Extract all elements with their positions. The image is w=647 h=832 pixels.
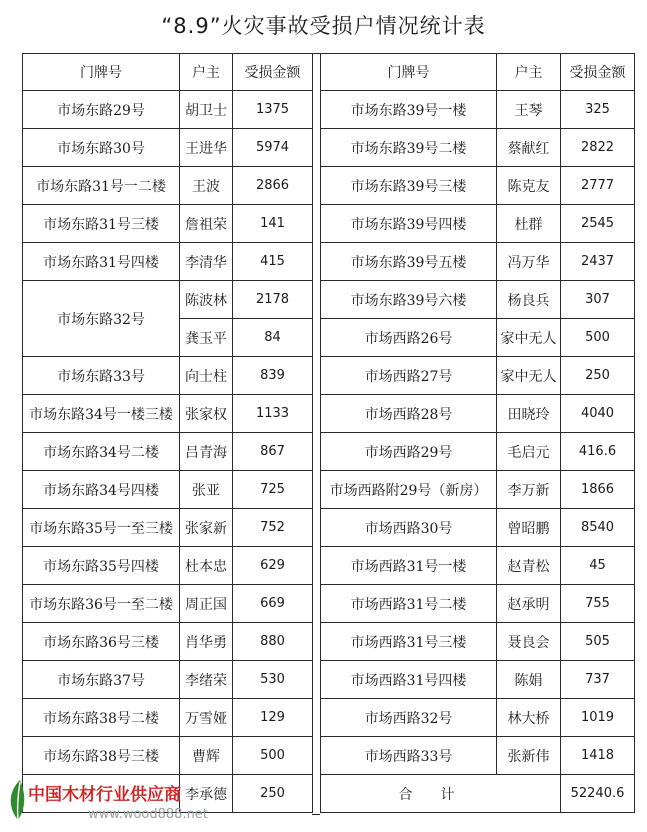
address-cell: 市场东路36号三楼 <box>23 623 180 661</box>
owner-cell: 冯万华 <box>497 243 561 281</box>
amount-cell: 2866 <box>233 167 313 205</box>
table-row <box>321 357 635 395</box>
owner-cell: 曾昭鹏 <box>497 509 561 547</box>
table-row <box>23 547 313 585</box>
amount-cell: 1418 <box>561 737 635 775</box>
table-row <box>321 737 635 775</box>
amount-cell: 505 <box>561 623 635 661</box>
address-cell: 市场东路31号四楼 <box>23 243 180 281</box>
amount-cell: 5974 <box>233 129 313 167</box>
owner-cell: 王进华 <box>180 129 233 167</box>
owner-cell: 周正国 <box>180 585 233 623</box>
leaf-logo-icon <box>6 778 30 822</box>
amount-cell: 629 <box>233 547 313 585</box>
address-cell: 市场东路31号一二楼 <box>23 167 180 205</box>
table-row <box>321 547 635 585</box>
amount-cell: 1375 <box>233 91 313 129</box>
amount-cell: 669 <box>233 585 313 623</box>
owner-cell: 向士柱 <box>180 357 233 395</box>
address-cell: 市场西路33号 <box>321 737 497 775</box>
column-header-owner: 户主 <box>180 54 233 91</box>
watermark-site-name: 中国木材行业供应商 <box>28 785 181 805</box>
address-cell: 市场西路32号 <box>321 699 497 737</box>
table-row <box>321 699 635 737</box>
address-cell: 市场西路27号 <box>321 357 497 395</box>
table-row <box>321 167 635 205</box>
address-cell: 市场西路29号 <box>321 433 497 471</box>
address-cell: 市场东路39号一楼 <box>321 91 497 129</box>
address-cell: 市场东路36号一至二楼 <box>23 585 180 623</box>
table-row <box>23 585 313 623</box>
amount-cell: 839 <box>233 357 313 395</box>
address-cell: 市场西路31号三楼 <box>321 623 497 661</box>
owner-cell: 杜本忠 <box>180 547 233 585</box>
table-row <box>23 433 313 471</box>
address-cell: 市场西路30号 <box>321 509 497 547</box>
address-cell: 市场东路38号三楼 <box>23 737 180 775</box>
table-row <box>321 281 635 319</box>
amount-cell: 2545 <box>561 205 635 243</box>
page-title: “8.9”火灾事故受损户情况统计表 <box>161 14 486 38</box>
address-cell: 市场西路31号四楼 <box>321 661 497 699</box>
column-header-amount: 受损金额 <box>561 54 635 91</box>
amount-cell: 2777 <box>561 167 635 205</box>
table-row <box>23 623 313 661</box>
amount-cell: 1019 <box>561 699 635 737</box>
table-row <box>23 395 313 433</box>
address-cell: 市场东路35号一至三楼 <box>23 509 180 547</box>
amount-cell: 867 <box>233 433 313 471</box>
owner-cell: 吕青海 <box>180 433 233 471</box>
owner-cell: 蔡献红 <box>497 129 561 167</box>
address-cell: 市场东路30号 <box>23 129 180 167</box>
owner-cell: 林大桥 <box>497 699 561 737</box>
table-row <box>321 91 635 129</box>
amount-cell: 500 <box>561 319 635 357</box>
owner-cell: 李清华 <box>180 243 233 281</box>
owner-cell: 陈克友 <box>497 167 561 205</box>
amount-cell: 737 <box>561 661 635 699</box>
owner-cell: 赵承明 <box>497 585 561 623</box>
address-cell: 市场东路39号六楼 <box>321 281 497 319</box>
address-cell: 市场东路29号 <box>23 91 180 129</box>
table-row <box>23 129 313 167</box>
address-cell: 市场东路39号五楼 <box>321 243 497 281</box>
address-cell: 市场东路34号一楼三楼 <box>23 395 180 433</box>
amount-cell: 2822 <box>561 129 635 167</box>
table-row <box>321 433 635 471</box>
address-cell: 市场西路附29号（新房） <box>321 471 497 509</box>
owner-cell: 曹辉 <box>180 737 233 775</box>
statistics-table-area <box>22 53 634 816</box>
address-cell: 市场东路39号二楼 <box>321 129 497 167</box>
owner-cell: 张家权 <box>180 395 233 433</box>
owner-cell: 家中无人 <box>497 319 561 357</box>
table-row <box>321 623 635 661</box>
address-cell: 市场东路39号三楼 <box>321 167 497 205</box>
address-cell: 市场东路35号四楼 <box>23 547 180 585</box>
table-row <box>321 509 635 547</box>
watermark-site-url: www.wood888.net <box>88 807 208 822</box>
owner-cell: 田晓玲 <box>497 395 561 433</box>
site-watermark <box>6 776 246 828</box>
owner-cell: 张家新 <box>180 509 233 547</box>
address-cell: 市场东路39号四楼 <box>321 205 497 243</box>
owner-cell: 赵青松 <box>497 547 561 585</box>
owner-cell: 家中无人 <box>497 357 561 395</box>
address-cell: 市场西路26号 <box>321 319 497 357</box>
table-row <box>23 91 313 129</box>
amount-cell: 45 <box>561 547 635 585</box>
column-header-address: 门牌号 <box>321 54 497 91</box>
owner-cell: 聂良会 <box>497 623 561 661</box>
left-table <box>22 53 313 813</box>
amount-cell: 2178 <box>233 281 313 319</box>
table-row <box>321 319 635 357</box>
address-cell: 市场西路28号 <box>321 395 497 433</box>
owner-cell: 詹祖荣 <box>180 205 233 243</box>
owner-cell: 李万新 <box>497 471 561 509</box>
total-amount: 52240.6 <box>561 775 635 813</box>
amount-cell: 307 <box>561 281 635 319</box>
amount-cell: 752 <box>233 509 313 547</box>
total-label: 合计 <box>321 775 561 813</box>
owner-cell: 张亚 <box>180 471 233 509</box>
table-row <box>23 699 313 737</box>
amount-cell: 325 <box>561 91 635 129</box>
amount-cell: 8540 <box>561 509 635 547</box>
table-row <box>321 129 635 167</box>
right-table <box>320 53 635 813</box>
amount-cell: 84 <box>233 319 313 357</box>
owner-cell: 肖华勇 <box>180 623 233 661</box>
owner-cell: 李绪荣 <box>180 661 233 699</box>
table-row <box>321 205 635 243</box>
address-cell: 市场东路31号三楼 <box>23 205 180 243</box>
table-row <box>23 471 313 509</box>
header-row <box>321 54 635 91</box>
total-row <box>321 775 635 813</box>
address-cell: 市场东路37号 <box>23 661 180 699</box>
amount-cell: 250 <box>561 357 635 395</box>
owner-cell: 王波 <box>180 167 233 205</box>
table-row <box>23 205 313 243</box>
owner-cell: 胡卫士 <box>180 91 233 129</box>
owner-cell: 李承德 <box>180 775 233 813</box>
amount-cell: 2437 <box>561 243 635 281</box>
amount-cell: 880 <box>233 623 313 661</box>
amount-cell: 530 <box>233 661 313 699</box>
amount-cell: 416.6 <box>561 433 635 471</box>
table-row <box>321 661 635 699</box>
table-row <box>23 167 313 205</box>
table-row <box>23 357 313 395</box>
amount-cell: 1133 <box>233 395 313 433</box>
table-row <box>23 243 313 281</box>
column-header-address: 门牌号 <box>23 54 180 91</box>
amount-cell: 4040 <box>561 395 635 433</box>
table-row <box>321 585 635 623</box>
column-header-amount: 受损金额 <box>233 54 313 91</box>
amount-cell: 129 <box>233 699 313 737</box>
owner-cell: 张新伟 <box>497 737 561 775</box>
owner-cell: 陈娟 <box>497 661 561 699</box>
table-gutter <box>312 53 320 815</box>
owner-cell: 杜群 <box>497 205 561 243</box>
amount-cell: 141 <box>233 205 313 243</box>
table-row <box>23 281 313 319</box>
table-row <box>23 661 313 699</box>
table-row <box>23 509 313 547</box>
header-row <box>23 54 313 91</box>
table-row <box>321 243 635 281</box>
amount-cell: 755 <box>561 585 635 623</box>
table-row <box>321 471 635 509</box>
amount-cell: 1866 <box>561 471 635 509</box>
address-cell: 市场东路33号 <box>23 357 180 395</box>
owner-cell: 万雪娅 <box>180 699 233 737</box>
address-cell: 市场东路34号四楼 <box>23 471 180 509</box>
owner-cell: 杨良兵 <box>497 281 561 319</box>
owner-cell: 龚玉平 <box>180 319 233 357</box>
owner-cell: 王琴 <box>497 91 561 129</box>
address-cell: 市场东路32号 <box>23 281 180 357</box>
amount-cell: 415 <box>233 243 313 281</box>
owner-cell: 陈波林 <box>180 281 233 319</box>
amount-cell: 725 <box>233 471 313 509</box>
table-row <box>23 737 313 775</box>
address-cell: 市场东路38号二楼 <box>23 699 180 737</box>
owner-cell: 毛启元 <box>497 433 561 471</box>
table-row <box>321 395 635 433</box>
address-cell: 市场西路31号二楼 <box>321 585 497 623</box>
column-header-owner: 户主 <box>497 54 561 91</box>
amount-cell: 500 <box>233 737 313 775</box>
amount-cell: 250 <box>233 775 313 813</box>
address-cell: 市场西路31号一楼 <box>321 547 497 585</box>
address-cell: 市场东路34号二楼 <box>23 433 180 471</box>
